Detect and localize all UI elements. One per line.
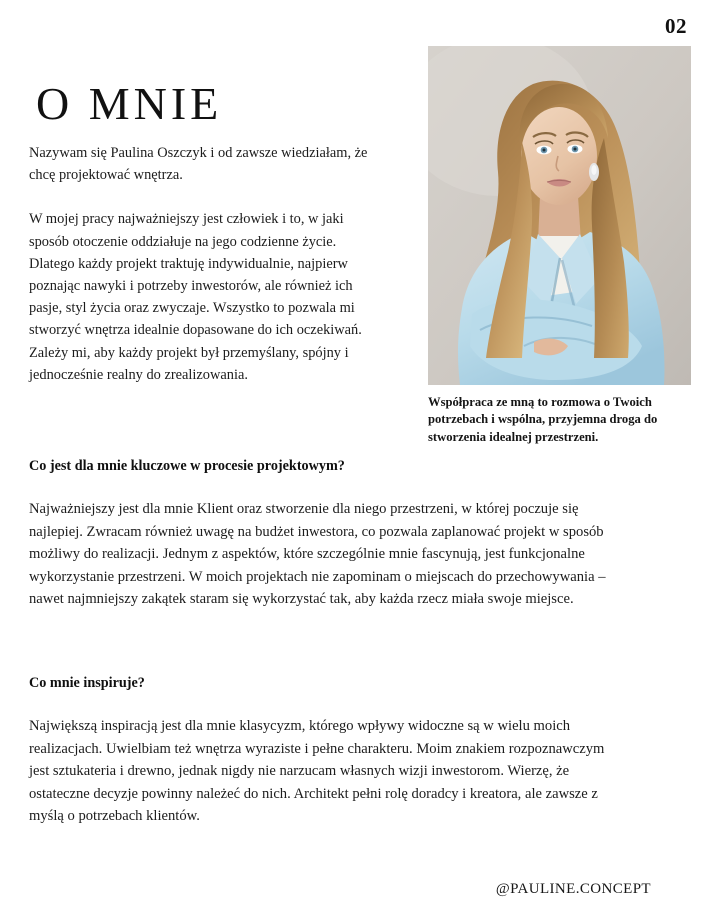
portrait-illustration <box>428 46 691 385</box>
section-inspiration <box>29 673 609 828</box>
portrait-photo <box>428 46 691 385</box>
page-number: 02 <box>665 14 687 38</box>
footer-handle: @PAULINE.CONCEPT <box>495 881 651 897</box>
intro-paragraph-1: Nazywam się Paulina Oszczyk i od zawsze wiedziałam, że chcę projektować wnętrza. <box>29 145 368 184</box>
section-body-inspiration: Największą inspiracją jest dla mnie klasycyzm, którego wpływy widoczne są w wielu moich realizacjach. Uwielbiam też wnętrza wyraziste i pełne charakteru. Moim znakiem rozpoznawczym jest sztukateria i drewno, jednak nigdy nie narzucam własnych wizji inwestorom. Wierzę, że ostateczne decyzje powinny należeć do nich. Architekt pełni rolę doradcy i kreatora, ale zawsze z myślą o potrzebach klientów. <box>29 718 605 825</box>
photo-caption: Współpraca ze mną to rozmowa o Twoich potrzebach i wspólna, przyjemna droga do stworzenia idealnej przestrzeni. <box>428 395 658 444</box>
section-heading-inspiration: Co mnie inspiruje? <box>29 675 145 691</box>
section-body-process: Najważniejszy jest dla mnie Klient oraz stworzenie dla niego przestrzeni, w której poczuje się najlepiej. Zwracam również uwagę na budżet inwestora, co pozwala zaplanować projekt w sposób możliwy do realizacji. Jednym z aspektów, które szczególnie mnie fascynują, jest funkcjonalne wykorzystanie przestrzeni. W moich projektach nie zapominam o miejscach do przechowywania – nawet najmniejszy zakątek staram się wykorzystać tak, aby każda rzecz miała swoje miejsce. <box>29 501 606 608</box>
page-title: O MNIE <box>36 77 223 129</box>
section-heading-process: Co jest dla mnie kluczowe w procesie projektowym? <box>29 458 345 474</box>
intro-text-block <box>29 142 379 386</box>
intro-paragraph-2: W mojej pracy najważniejszy jest człowiek i to, w jaki sposób otoczenie oddziałuje na jego codzienne życie. Dlatego każdy projekt traktuję indywidualnie, najpierw poznając nawyki i potrzeby inwestorów, ale również ich pasje, styl życia oraz zwyczaje. Wszystko to pozwala mi stworzyć wnętrza idealnie dopasowane do ich oczekiwań. Zależy mi, aby każdy projekt był przemyślany, spójny i jednocześnie realny do zrealizowania. <box>29 211 362 383</box>
section-process <box>29 456 609 611</box>
